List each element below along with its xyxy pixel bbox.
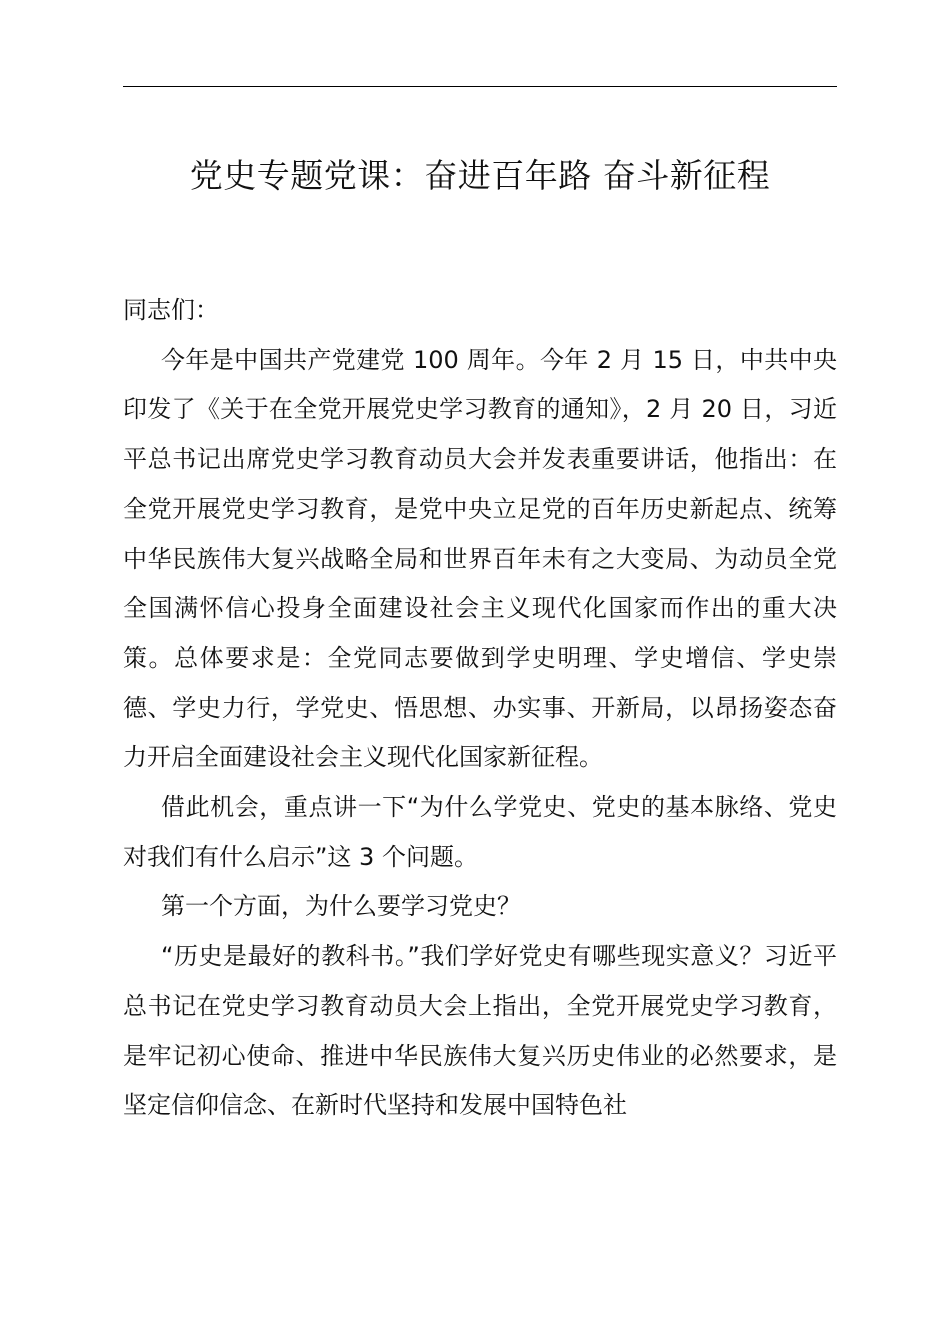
document-title: 党史专题党课：奋进百年路 奋斗新征程 xyxy=(189,156,771,195)
paragraph-3: 第一个方面，为什么要学习党史？ xyxy=(161,892,521,921)
paragraph-1: 今年是中国共产党建党 100 周年。今年 2 月 15 日，中共中央印发了《关于在全党开展党史学习教育的通知》，2 月 20 日，习近平总书记出席党史学习教育动员大会并发表重要讲话，他指出：在全党开展党史学习教育，是党中央立足党的百年历史新起点、统筹中华民族伟大复兴战略全局和世界百年未有之大变局、为动员全党全国满怀信心投身全面建设社会主义现代化国家而作出的重大决策。总体要求是：全党同志要做到学史明理、学史增信、学史崇德、学史力行，学党史、悟思想、办实事、开新局，以昂扬姿态奋力开启全面建设社会主义现代化国家新征程。 xyxy=(123,345,837,772)
salutation: 同志们： xyxy=(123,296,219,324)
paragraph-4: “历史是最好的教科书。”我们学好党史有哪些现实意义？习近平总书记在党史学习教育动员大会上指出，全党开展党史学习教育，是牢记初心使命、推进中华民族伟大复兴历史伟业的必然要求，是坚定信仰信念、在新时代坚持和发展中国特色社 xyxy=(123,942,837,1120)
document-body xyxy=(123,286,837,1131)
header-rule xyxy=(123,86,837,87)
paragraph-2: 借此机会，重点讲一下“为什么学党史、党史的基本脉络、党史对我们有什么启示”这 3 个问题。 xyxy=(123,793,837,871)
